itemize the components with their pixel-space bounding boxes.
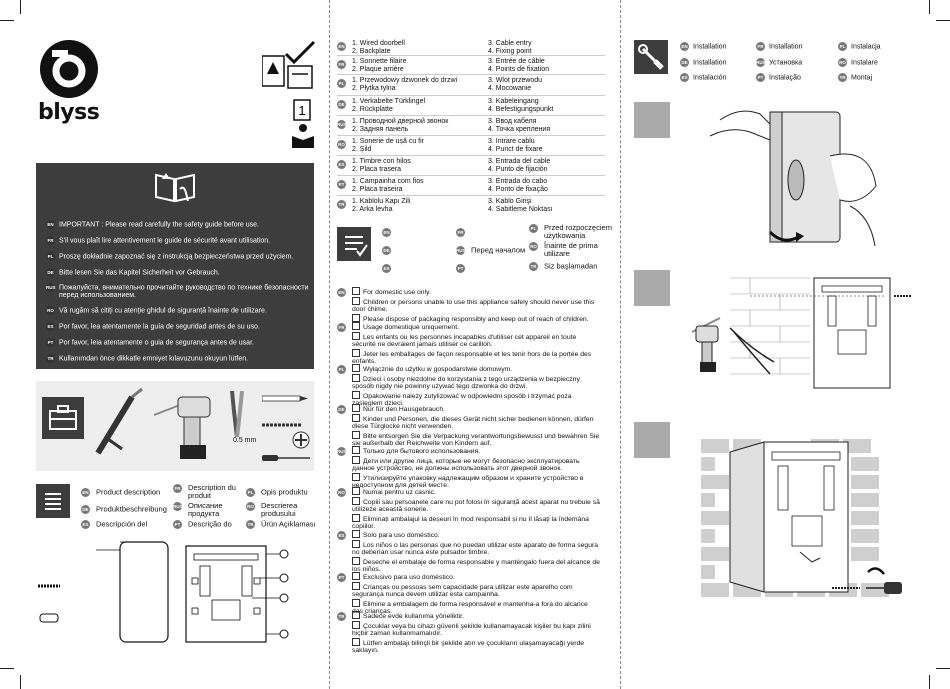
screwdriver-icon <box>884 582 902 594</box>
safety-text: Kullanımdan önce dikkatle emniyet kılavuzunu okuyun lütfen. <box>59 355 249 363</box>
flag-es-icon: ES <box>338 162 345 167</box>
usage-warning-line: Please dispose of packaging responsibly and keep out of reach of children. <box>363 315 589 323</box>
installation-tool-icon <box>634 40 668 74</box>
installation-label: Установка <box>769 59 803 67</box>
usage-warning-line: Çocuklar veya bu cihazı güvenli şekilde kullanamayacak kişiler bu kapı zilini hiçbir zaman kullanmamalıdır. <box>352 622 591 638</box>
doorbell-front-drawing <box>120 542 168 642</box>
checkbox-icon <box>352 514 360 522</box>
usage-warning-line: Eliminați ambalajul la deșeuri în mod responsabil și nu îl lăsați la îndemâna copiilor. <box>352 515 589 531</box>
flag-ro-icon: RO <box>839 60 846 65</box>
installation-label: Installation <box>769 43 803 51</box>
flag-tr-icon: TR <box>47 356 54 361</box>
flag-en-icon: EN <box>338 290 345 295</box>
part-label: 3. Cable entry <box>488 40 532 47</box>
flag-pt-icon: PT <box>338 575 345 580</box>
usage-warning-line: Solo para uso doméstico. <box>363 532 440 539</box>
usage-warning-block <box>352 322 600 366</box>
installation-label: Instalação <box>769 74 801 82</box>
before-start-tr: Siz başlamadan <box>544 261 598 271</box>
flag-en-icon: EN <box>383 230 390 235</box>
part-label: 4. Punct de fixare <box>488 146 543 153</box>
part-label: 2. Placa traseira <box>352 186 403 193</box>
usage-warning-line: Только для бытового использования. <box>363 448 481 455</box>
description-label: Product description <box>96 487 161 497</box>
product-diagram <box>36 538 316 648</box>
step-1-marker <box>634 102 670 138</box>
flag-de-icon: DE <box>681 60 688 65</box>
crop-mark <box>936 20 950 21</box>
part-label: 2. Задняя панель <box>352 126 409 133</box>
part-label: 2. Arka levha <box>352 206 393 213</box>
part-label: 3. Ввод кабеля <box>488 118 537 125</box>
checkbox-icon <box>352 314 360 322</box>
package-contents-icon <box>262 40 318 90</box>
checkbox-icon <box>352 487 360 495</box>
pencil-icon <box>262 393 310 403</box>
flag-es-icon: ES <box>383 266 390 271</box>
separator <box>337 95 605 96</box>
checkbox-icon <box>352 364 360 372</box>
flag-fr-icon: FR <box>174 486 181 491</box>
flag-fr-icon: FR <box>457 230 464 235</box>
checkbox-icon <box>352 374 360 382</box>
flag-ro-icon: RO <box>338 490 345 495</box>
wire-gauge-label: 0.5 mm <box>233 437 257 444</box>
toolbox-icon <box>42 397 84 439</box>
step-2-illustration <box>690 268 930 398</box>
usage-warning-block <box>352 611 600 655</box>
backplate-drawing <box>764 442 848 592</box>
part-label: 3. Kablo Girişi <box>488 198 532 205</box>
description-label: Produktbeschreibung <box>96 504 167 514</box>
flag-rus-icon: RUS <box>337 122 347 127</box>
part-label: 1. Kablolu Kapı Zili <box>352 198 411 205</box>
part-label: 3. Entrée de câble <box>488 58 545 65</box>
part-label: 2. Plaque arrière <box>352 66 404 73</box>
part-label: 4. Sabitleme Noktası <box>488 206 553 213</box>
caulking-gun-icon <box>92 387 148 457</box>
part-label: 1. Проводной дверной звонок <box>352 118 449 125</box>
usage-warning-line: Numai pentru uz casnic. <box>363 489 436 496</box>
part-label: 1. Wired doorbell <box>352 40 405 47</box>
description-label: Descrição do <box>188 519 232 529</box>
description-label: Ürün Açıklaması <box>261 519 316 529</box>
separator <box>337 155 605 156</box>
checkbox-icon <box>352 621 360 629</box>
flag-pl-icon: PL <box>839 44 846 49</box>
safety-text: Por favor, lea atentamente la guía de seguridad antes de su uso. <box>59 323 260 331</box>
read-manual-icon <box>154 171 196 203</box>
flag-en-icon: EN <box>338 44 345 49</box>
part-label: 1. Campainha com fios <box>352 178 424 185</box>
checkbox-icon <box>352 497 360 505</box>
manual-page-number: 1 <box>298 103 306 118</box>
backplate-drawing <box>186 546 266 642</box>
manual-icon <box>290 98 316 150</box>
brand-name: blyss <box>38 100 100 125</box>
installation-label: Instalacja <box>851 43 881 51</box>
part-label: 4. Points de fixation <box>488 66 550 73</box>
separator <box>337 175 605 176</box>
step-3-marker <box>634 422 670 458</box>
before-start-rus: Перед началом <box>471 245 526 255</box>
usage-warning-block <box>352 572 600 616</box>
flag-tr-icon: TR <box>338 614 345 619</box>
usage-warning-line: Usage domestique uniquement. <box>363 324 459 331</box>
part-label: 1. Sonerie de ușă cu fir <box>352 138 424 145</box>
flag-ro-icon: RO <box>247 504 254 509</box>
separator <box>337 74 605 75</box>
flag-rus-icon: RUS <box>46 285 56 290</box>
flag-rus-icon: RUS <box>173 504 183 509</box>
flag-pl-icon: PL <box>47 254 54 259</box>
part-label: 3. Entrada do cabo <box>488 178 548 185</box>
checklist-icon <box>337 227 371 261</box>
usage-warning-line: Dzieci i osoby niezdolne do korzystania z tego urządzenia w bezpieczny sposób nigdy nie powinny używać tego dzwonka do drzwi. <box>352 375 580 391</box>
description-label: Opis produktu <box>261 487 308 497</box>
flag-fr-icon: FR <box>757 44 764 49</box>
part-label: 1. Timbre con hilos <box>352 158 411 165</box>
flag-rus-icon: RUS <box>756 60 766 65</box>
flag-pl-icon: PL <box>247 490 254 495</box>
safety-text: S'il vous plaît lire attentivement le guide de sécurité avant utilisation. <box>59 237 271 245</box>
usage-warning-line: Дети или другие лица, которые не могут безопасно эксплуатировать данное устройство, не должны использовать этот дверной звонок. <box>352 457 580 473</box>
fold-line <box>620 0 621 689</box>
flag-pt-icon: PT <box>457 266 464 271</box>
part-label: 4. Befestigungspunkt <box>488 106 554 113</box>
fold-line <box>329 0 330 689</box>
usage-warning-line: Les enfants ou les personnes incapables d'utiliser cet appareil en toute sécurité ne devraient jamais utiliser ce carillon. <box>352 333 577 349</box>
usage-warning-line: Kinder und Personen, die dieses Gerät nicht sicher bedienen können, dürfen diese Türglocke nicht verwenden. <box>352 415 594 431</box>
safety-text: Bitte lesen Sie das Kapitel Sicherheit vor Gebrauch. <box>59 269 220 277</box>
part-label: 4. Ponto de fixação <box>488 186 548 193</box>
drill-icon <box>152 387 214 465</box>
part-label: 1. Przewodowy dzwonek do drzwi <box>352 77 458 84</box>
usage-warning-line: Nur für den Hausgebrauch. <box>363 406 445 413</box>
checkbox-icon <box>352 456 360 464</box>
usage-warning-line: Elimine a embalagem de forma responsável e mantenha-a fora do alcance das crianças. <box>352 600 588 616</box>
flag-es-icon: ES <box>681 75 688 80</box>
checkbox-icon <box>352 349 360 357</box>
flag-rus-icon: RUS <box>456 248 466 253</box>
installation-label: Installation <box>693 59 727 67</box>
usage-warning-block <box>352 530 600 574</box>
checkbox-icon <box>352 638 360 646</box>
part-label: 1. Sonnette filaire <box>352 58 407 65</box>
doorbell-cover-drawing <box>730 442 764 592</box>
step-3-illustration <box>700 432 910 612</box>
usage-warning-line: Exclusivo para uso doméstico. <box>363 574 455 581</box>
checkbox-icon <box>352 391 360 399</box>
description-label: Descrierea produsului <box>261 501 298 518</box>
part-label: 1. Verkabelte Türklingel <box>352 98 426 105</box>
crop-mark <box>20 0 21 14</box>
safety-text: IMPORTANT : Please read carefully the safety guide before use. <box>59 221 259 229</box>
part-label: 4. Mocowanie <box>488 85 532 92</box>
part-label: 4. Fixing point <box>488 48 532 55</box>
flag-en-icon: EN <box>681 44 688 49</box>
usage-warning-block <box>352 364 600 408</box>
installation-label: Instalare <box>851 59 878 67</box>
part-label: 4. Точка крепления <box>488 126 551 133</box>
safety-warning-panel <box>36 163 314 369</box>
flag-pl-icon: PL <box>530 226 537 231</box>
part-label: 2. Płytka tylna <box>352 85 396 92</box>
part-label: 2. Rückplatte <box>352 106 393 113</box>
usage-warning-block <box>352 404 600 448</box>
before-start-ro: Înainte de prima utilizare <box>544 241 598 258</box>
part-label: 3. Entrada del cable <box>488 158 551 165</box>
phillips-screw-icon <box>292 431 310 449</box>
separator <box>337 55 605 56</box>
crop-mark <box>936 668 950 669</box>
flag-pt-icon: PT <box>757 75 764 80</box>
part-label: 3. Wlot przewodu <box>488 77 543 84</box>
checkbox-icon <box>352 287 360 295</box>
description-label: Description du produit <box>188 483 236 500</box>
backplate-drawing <box>814 278 890 388</box>
usage-warning-line: Deseche el embalaje de forma responsable y manténgalo fuera del alcance de los niños. <box>352 558 600 574</box>
flag-ro-icon: RO <box>338 142 345 147</box>
part-label: 2. Backplate <box>352 48 391 55</box>
flag-de-icon: DE <box>338 102 345 107</box>
flag-pl-icon: PL <box>338 367 345 372</box>
list-icon <box>36 484 70 518</box>
usage-warning-line: For domestic use only. <box>363 289 431 296</box>
flag-fr-icon: FR <box>338 325 345 330</box>
usage-warning-block <box>352 446 600 490</box>
checkbox-icon <box>352 332 360 340</box>
crop-mark <box>0 20 14 21</box>
flag-de-icon: DE <box>383 248 390 253</box>
flag-pl-icon: PL <box>338 81 345 86</box>
flag-pt-icon: PT <box>47 340 54 345</box>
crop-mark <box>929 0 930 14</box>
usage-warning-line: Sadece evde kullanıma yöneliktir. <box>363 613 464 620</box>
flag-en-icon: EN <box>82 490 89 495</box>
safety-text: Vă rugăm să citiți cu atenție ghidul de siguranță înainte de utilizare. <box>59 307 267 315</box>
checkbox-icon <box>352 582 360 590</box>
usage-warning-line: Утилизируйте упаковку надлежащим образом и храните устройство в недоступном для детей месте. <box>352 474 584 490</box>
crop-mark <box>0 668 14 669</box>
checkbox-icon <box>352 297 360 305</box>
usage-warning-line: Opakowanie należy zutylizować w odpowiedni sposób i trzymać poza zasięgiem dzieci. <box>352 392 572 408</box>
installation-label: Montaj <box>851 74 873 82</box>
usage-warning-block <box>352 487 600 531</box>
checkbox-icon <box>352 599 360 607</box>
checkbox-icon <box>352 473 360 481</box>
step-2-marker <box>634 270 670 306</box>
flag-tr-icon: TR <box>530 264 537 269</box>
safety-text: перед использованием. <box>59 292 136 299</box>
flag-rus-icon: RUS <box>337 449 347 454</box>
flag-es-icon: ES <box>47 324 54 329</box>
checkbox-icon <box>352 611 360 619</box>
wall-plug-icon <box>40 614 58 622</box>
separator <box>337 195 605 196</box>
usage-warning-line: Los niños o las personas que no puedan utilizar este aparato de forma segura no deberían usar nunca este pulsador timbre. <box>352 541 599 557</box>
flag-de-icon: DE <box>47 270 54 275</box>
usage-warning-line: Lütfen ambalajı bilinçli bir şekilde atın ve çocukların ulaşamayacağı yerde saklayın. <box>352 639 585 655</box>
flag-de-icon: DE <box>82 507 89 512</box>
flag-fr-icon: FR <box>47 238 54 243</box>
usage-warning-line: Copiii sau persoanele care nu pot folosi în siguranță acest aparat nu trebuie să utilizeze această sonerie. <box>352 498 600 514</box>
part-label: 2. Placa trasera <box>352 166 402 173</box>
step-1-illustration <box>700 96 880 256</box>
usage-warning-line: Crianças ou pessoas sem capacidade para utilizar este aparelho com segurança nunca devem utilizar esta campainha. <box>352 583 573 599</box>
safety-text: Пожалуйста, внимательно прочитайте руководство по технике безопасности <box>59 284 309 292</box>
checkbox-icon <box>352 557 360 565</box>
checkbox-icon <box>352 572 360 580</box>
separator <box>337 115 605 116</box>
flag-ro-icon: RO <box>530 244 537 249</box>
flag-ro-icon: RO <box>47 308 54 313</box>
usage-warning-line: Jeter les emballages de façon responsable et les tenir hors de la portée des enfants. <box>352 350 592 366</box>
tools-required-panel <box>36 381 314 471</box>
usage-warning-line: Children or persons unable to use this appliance safely should never use this door chime. <box>352 298 595 314</box>
safety-text: Por favor, leia atentamente o guia de segurança antes de usar. <box>59 339 254 347</box>
flag-fr-icon: FR <box>338 62 345 67</box>
installation-label: Instalación <box>693 74 727 82</box>
brand-logo-icon <box>40 40 98 98</box>
crop-mark <box>20 675 21 689</box>
part-label: 2. Șild <box>352 146 372 153</box>
before-start-pl: Przed rozpoczęciem użytkowania <box>544 223 612 240</box>
checkbox-icon <box>352 414 360 422</box>
flag-es-icon: ES <box>338 533 345 538</box>
part-label: 3. Kabeleingang <box>488 98 539 105</box>
flag-de-icon: DE <box>338 407 345 412</box>
flag-pt-icon: PT <box>338 182 345 187</box>
checkbox-icon <box>352 431 360 439</box>
safety-text: Proszę dokładnie zapoznać się z instrukcją bezpieczeństwa przed użyciem. <box>59 253 294 261</box>
usage-warning-block <box>352 287 600 323</box>
flag-tr-icon: TR <box>839 75 846 80</box>
part-label: 3. Intrare cablu <box>488 138 535 145</box>
description-label: Descripción del <box>96 519 148 529</box>
checkbox-icon <box>352 404 360 412</box>
checkbox-icon <box>352 322 360 330</box>
flag-pt-icon: PT <box>174 522 181 527</box>
flag-tr-icon: TR <box>247 522 254 527</box>
flag-tr-icon: TR <box>338 202 345 207</box>
flag-es-icon: ES <box>82 522 89 527</box>
wire-icon <box>228 391 246 437</box>
installation-label: Installation <box>693 43 727 51</box>
description-label: Описание продукта <box>188 501 223 518</box>
checkbox-icon <box>352 446 360 454</box>
crop-mark <box>929 675 930 689</box>
flag-en-icon: EN <box>47 222 54 227</box>
usage-warning-line: Wyłącznie do użytku w gospodarstwie domowym. <box>363 366 513 373</box>
usage-warning-line: Bitte entsorgen Sie die Verpackung verantwortungsbewusst und bewahren Sie sie außerhalb der Reichweite von Kindern auf. <box>352 432 600 448</box>
checkbox-icon <box>352 540 360 548</box>
checkbox-icon <box>352 530 360 538</box>
part-label: 4. Punto de fijación <box>488 166 548 173</box>
screwdriver-icon <box>262 453 312 463</box>
separator <box>337 135 605 136</box>
drill-bit-icon <box>262 421 310 429</box>
